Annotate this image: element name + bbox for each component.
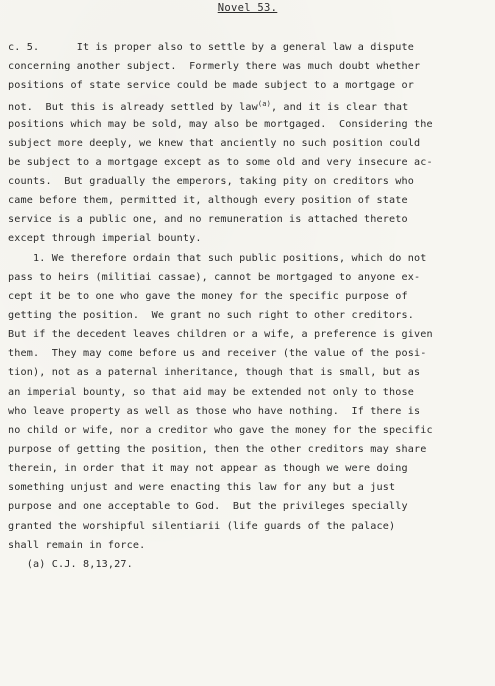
text-line: service is a public one, and no remuneration is attached thereto — [8, 214, 408, 226]
text-line: But if the decedent leaves children or a wife, a preference is given — [8, 329, 433, 341]
page-title — [0, 2, 495, 14]
text-line: tion), not as a paternal inheritance, though that is small, but as — [8, 367, 421, 379]
footnote: (a) C.J. 8,13,27. — [8, 558, 133, 570]
text-line: granted the worshipful silentiarii (life guards of the palace) — [8, 520, 396, 532]
text-line: something unjust and were enacting this law for any but a just — [8, 482, 396, 494]
text-line: getting the position. We grant no such right to other creditors. — [8, 309, 414, 321]
text-line: concerning another subject. Formerly there was much doubt whether — [8, 61, 421, 73]
text-line: except through imperial bounty. — [8, 233, 202, 245]
text-line: counts. But gradually the emperors, taking pity on creditors who — [8, 175, 414, 187]
page-title-text: Novel 53. — [217, 2, 278, 14]
text-fragment: , and it is clear that — [270, 102, 409, 114]
text-line: came before them, permitted it, although every position of state — [8, 195, 408, 207]
text-line: c. 5. It is proper also to settle by a general law a dispute — [8, 42, 414, 53]
text-line: them. They may come before us and receiver (the value of the posi- — [8, 348, 427, 360]
text-line: shall remain in force. — [8, 539, 146, 551]
text-line: 1. We therefore ordain that such public positions, which do not — [8, 252, 427, 264]
text-line: cept it be to one who gave the money for the specific purpose of — [8, 290, 408, 302]
text-line: pass to heirs (militiai cassae), cannot be mortgaged to anyone ex- — [8, 271, 421, 283]
text-line: therein, in order that it may not appear as though we were doing — [8, 463, 408, 475]
text-line: an imperial bounty, so that aid may be extended not only to those — [8, 386, 414, 398]
document-body — [8, 38, 488, 574]
text-line-with-footnote — [8, 95, 488, 114]
text-line: subject more deeply, we knew that anciently no such position could — [8, 137, 421, 149]
text-line: purpose and one acceptable to God. But the privileges specially — [8, 501, 408, 513]
text-line: positions which may be sold, may also be mortgaged. Considering the — [8, 118, 433, 130]
text-line: who leave property as well as those who have nothing. If there is — [8, 405, 421, 417]
text-line: no child or wife, nor a creditor who gave the money for the specific — [8, 424, 433, 436]
text-line: be subject to a mortgage except as to some old and very insecure ac- — [8, 156, 433, 168]
text-line: positions of state service could be made subject to a mortgage or — [8, 80, 414, 92]
text-line: purpose of getting the position, then the other creditors may share — [8, 443, 427, 455]
text-fragment: not. But this is already settled by law — [8, 102, 258, 114]
footnote-reference: (a) — [257, 100, 271, 109]
